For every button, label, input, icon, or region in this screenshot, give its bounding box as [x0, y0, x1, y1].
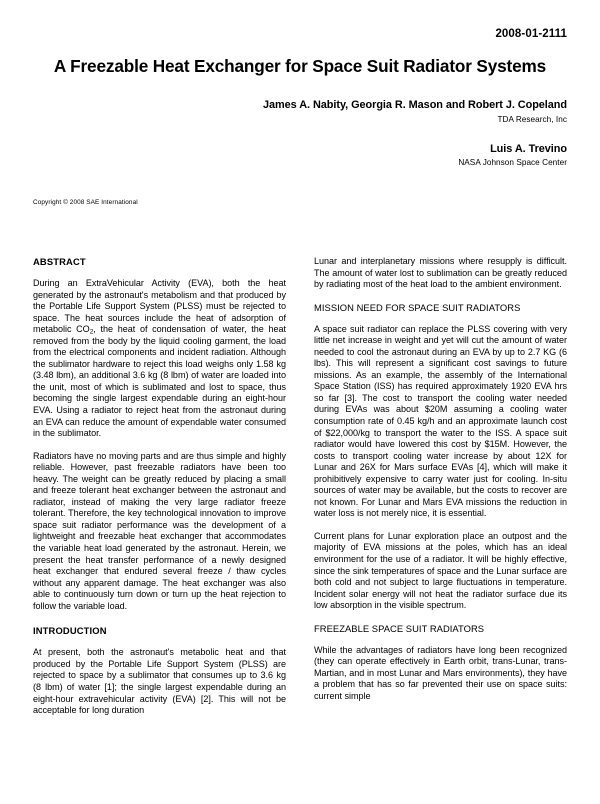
- authors-block: [33, 99, 567, 168]
- author-group-2: [33, 143, 567, 169]
- freezable-radiators-paragraph-1: While the advantages of radiators have long been recognized (they can operate effectively in Earth orbit, trans-Lunar, trans-Martian, and in most Lunar and Mars environments), they have a problem that has so far prevented their use on space suits: current simple: [314, 644, 567, 701]
- abstract-paragraph-1: [33, 278, 286, 440]
- author-names: Luis A. Trevino: [490, 142, 567, 155]
- right-column: [314, 256, 567, 717]
- abstract-paragraph-2: Radiators have no moving parts and are thus simple and highly reliable. However, past freezable radiators have been too heavy. The weight can be greatly reduced by placing a small and freeze tolerant heat exchanger between the astronaut and radiator, instead of making the very large radiator freeze tolerant. Therefore, the key technological innovation to improve space suit radiator performance was the development of a lightweight and freezable heat exchanger that accommodates the variable heat load generated by the astronaut. Herein, we present the heat transfer performance of a newly designed heat exchanger that endured several freeze / thaw cycles without any apparent damage. The heat exchanger was also able to continuously turn down or turn up the heat rejection to follow the variable load.: [33, 450, 286, 611]
- introduction-paragraph-1: At present, both the astronaut's metabolic heat and that produced by the Portable Life Support System (PLSS) are rejected to space by a sublimator that consumes up to 3.6 kg (8 lbm) of water [1]; the single largest expendable during an eight-hour extravehicular activity (EVA) [2]. This will not be acceptable for long duration: [33, 647, 286, 716]
- abstract-text-part-b: , the heat of condensation of water, the heat removed from the body by the liquid cooling garment, the load from the electrical components and incident radiation. Although the sublimator hardware to reject this load weighs only 1.58 kg (3.48 lbm), an additional 3.6 kg (8 lbm) of water are loaded into the unit, most of which is sublimated and lost to space, thus becoming the single largest expendable during an eight-hour EVA. Using a radiator to reject heat from the astronaut during an EVA can reduce the amount of expendable water consumed in the sublimator.: [33, 324, 286, 439]
- section-heading-mission-need: MISSION NEED FOR SPACE SUIT RADIATORS: [314, 301, 521, 313]
- author-group-1: [33, 99, 567, 125]
- author-names: James A. Nabity, Georgia R. Mason and Robert J. Copeland: [262, 99, 567, 111]
- co2-subscript: 2: [89, 328, 94, 336]
- abstract-text-part-a: During an ExtraVehicular Activity (EVA), both the heat generated by the astronaut's metabolism and that produced by the Portable Life Support System (PLSS) must be rejected to space. The heat sources include the heat of adsorption of metabolic CO: [33, 278, 286, 335]
- document-header: [0, 28, 600, 206]
- author-affiliation: NASA Johnson Space Center: [458, 158, 567, 168]
- introduction-continued-paragraph: Lunar and interplanetary missions where resupply is difficult. The amount of water lost to sublimation can be greatly reduced by radiating most of the heat load to the ambient environment.: [314, 256, 567, 290]
- page-title: A Freezable Heat Exchanger for Space Suit Radiator Systems: [53, 56, 547, 76]
- document-page: [0, 28, 600, 804]
- section-heading-abstract: ABSTRACT: [33, 256, 86, 267]
- section-heading-introduction: INTRODUCTION: [33, 625, 107, 637]
- mission-need-paragraph-2: Current plans for Lunar exploration place an outpost and the majority of EVA missions at the poles, which has an ideal environment for the use of a radiator. It will be highly effective, since the sink temperatures of space and the Lunar surface are both cold and not subject to large fluctuations in temperature. Incident solar energy will not heat the radiator surface due its low absorption in the visible spectrum.: [314, 530, 567, 611]
- two-column-body: [33, 256, 567, 717]
- copyright-notice: Copyright © 2008 SAE International: [33, 199, 138, 207]
- paper-number: 2008-01-2111: [495, 28, 567, 40]
- left-column: [33, 256, 286, 717]
- mission-need-paragraph-1: A space suit radiator can replace the PLSS covering with very little net increase in weight and yet will cut the amount of water needed to cool the astronaut during an EVA by up to 2.7 KG (6 lbs). This will represent a significant cost savings to future missions. As an example, the assembly of the International Space Station (ISS) has required approximately 1920 EVA hrs so far [3]. The cost to transport the cooling water needed during EVAs was about $20M assuming a cooling water consumption rate of 0.45 kg/h and an approximate launch cost of $22,000/kg to transport the water to the ISS. A space suit radiator would have lowered this cost by $15M. However, the costs to transport cooling water increase by about 12X for Lunar and 26X for Mars surface EVAs [4], which will make it prohibitively expensive to carry water just for cooling. In-situ sources of water may be available, but the costs to recover are not known. For Lunar and Mars EVA missions the reduction in water loss is not merely nice, it is essential.: [314, 323, 567, 519]
- section-heading-freezable-radiators: FREEZABLE SPACE SUIT RADIATORS: [314, 622, 485, 634]
- author-affiliation: TDA Research, Inc: [497, 114, 567, 124]
